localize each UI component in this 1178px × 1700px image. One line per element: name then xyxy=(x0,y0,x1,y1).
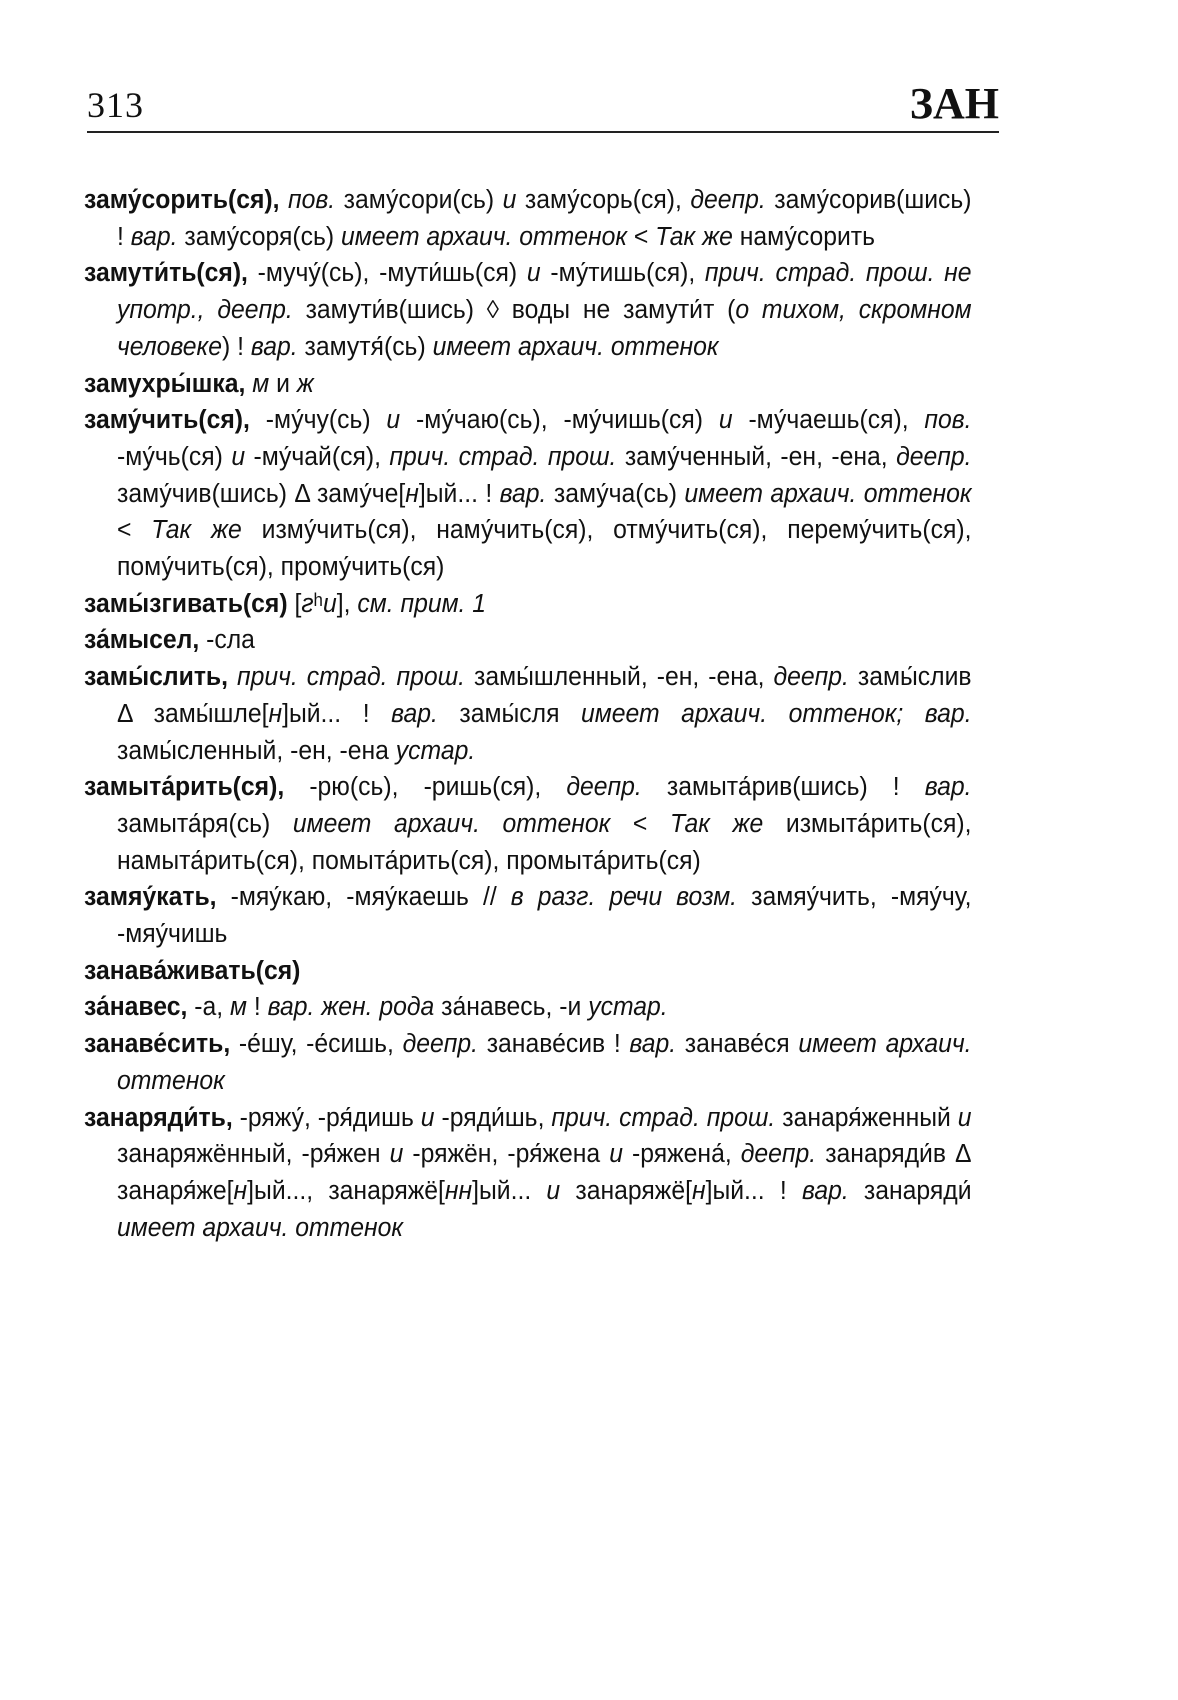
entry-text: и xyxy=(269,369,297,398)
entry-text xyxy=(903,700,925,728)
entry-label-italic: имеет архаич. оттенок xyxy=(116,1213,404,1242)
entry-text: наму́сорить xyxy=(732,222,876,251)
entry-label-italic: м xyxy=(229,993,247,1022)
entry-label-italic: имеет архаич. оттенок xyxy=(684,479,972,508)
entry-headword: заму́сорить(ся), xyxy=(84,186,280,214)
entry-label-italic: имеет архаич. оттенок xyxy=(432,332,719,361)
entry-text: -рю(сь), -ришь(ся), xyxy=(284,773,567,802)
entry-label-italic: деепр. xyxy=(566,773,642,802)
entry-text: замути́в(шись) ◊ воды не замути́т ( xyxy=(292,296,736,325)
entry-text: заму́чив(шись) Δ заму́че[ xyxy=(116,479,406,508)
entry-label-italic: деепр. xyxy=(896,442,972,471)
entry-text: занаве́сив ! xyxy=(478,1030,630,1059)
entry-headword: замы́згивать(ся) xyxy=(84,589,288,618)
entry-text: < xyxy=(610,809,670,838)
entry-label-italic: н xyxy=(268,699,283,728)
dictionary-entry xyxy=(84,255,972,365)
entry-label-italic: деепр. xyxy=(773,663,849,692)
page-number: 313 xyxy=(87,85,144,125)
entry-label-italic: деепр. xyxy=(402,1030,479,1059)
entry-label-italic: прич. страд. прош. xyxy=(237,663,466,692)
entry-text: замы́слив Δ замы́шле[ xyxy=(116,663,972,728)
entry-label-italic: Так же xyxy=(151,516,242,545)
entry-label-italic: пов. xyxy=(288,186,336,214)
entry-label-italic: и xyxy=(231,442,246,471)
entry-headword: замухры́шка, xyxy=(84,369,246,398)
entry-text xyxy=(228,663,237,691)
entry-text: заму́ча(сь) xyxy=(546,479,685,508)
entry-text: < xyxy=(627,222,656,251)
entry-label-italic: и xyxy=(502,186,517,214)
entry-text: -му́тишь(ся), xyxy=(540,259,705,288)
entry-text: замыта́ря(сь) xyxy=(116,809,293,838)
dictionary-entries xyxy=(84,182,972,1246)
entry-text: -му́чай(ся), xyxy=(245,442,390,471)
entry-text xyxy=(205,296,218,324)
dictionary-entry xyxy=(84,879,972,952)
entry-label-italic: н xyxy=(405,479,419,508)
entry-text: ]ый... xyxy=(472,1176,547,1205)
dictionary-entry xyxy=(84,586,972,623)
entry-text: -му́чу(сь) xyxy=(249,406,387,435)
entry-label-italic: вар. xyxy=(499,479,547,508)
entry-label-italic: ж xyxy=(296,369,314,398)
entry-text: замы́сля xyxy=(437,699,582,728)
entry-label-italic: м xyxy=(252,369,270,398)
page-header xyxy=(87,78,999,130)
entry-text: замы́сленный, -ен, -ена xyxy=(116,736,396,765)
entry-label-italic: и xyxy=(323,589,337,618)
entry-text: занаря́женный xyxy=(775,1103,958,1132)
entry-text: занаряди́ xyxy=(848,1176,972,1205)
entry-text: занаряди́в Δ занаря́же[ xyxy=(116,1140,972,1205)
entry-label-italic: н xyxy=(691,1176,706,1205)
entry-label-italic: имеет архаич. оттенок; xyxy=(581,699,904,728)
entry-label-italic: деепр. xyxy=(740,1140,817,1169)
entry-label-italic: деепр. xyxy=(217,296,293,325)
entry-label-italic: вар. xyxy=(801,1176,849,1205)
entry-label-italic: нн xyxy=(444,1176,473,1205)
entry-text: занаряжённый, -ря́жен xyxy=(116,1140,390,1169)
dictionary-entry xyxy=(84,1100,972,1247)
entry-text: изму́чить(ся), наму́чить(ся), отму́чить(ся), перему́чить(ся), пому́чить(ся), прому́чить(ся) xyxy=(116,516,972,582)
entry-text: занаряжё[ xyxy=(560,1176,692,1205)
entry-label-italic: и xyxy=(957,1103,972,1132)
entry-label-italic: имеет архаич. оттенок xyxy=(116,1030,972,1095)
entry-label-italic: вар. xyxy=(391,699,438,728)
entry-label-italic: прич. страд. прош. xyxy=(389,442,617,471)
entry-headword: за́навес, xyxy=(84,993,188,1022)
entry-headword: занаряди́ть, xyxy=(84,1103,233,1132)
entry-headword: занава́живать(ся) xyxy=(84,956,301,985)
entry-headword: замути́ть(ся), xyxy=(84,259,248,288)
entry-text: -мяу́каю, -мяу́каешь // xyxy=(216,883,511,912)
entry-label-italic: см. прим. 1 xyxy=(357,589,487,618)
entry-label-italic: прич. страд. прош. не употр., xyxy=(116,259,972,325)
entry-text: заму́сорь(ся), xyxy=(516,186,691,214)
entry-text: -сла xyxy=(199,626,255,655)
dictionary-entry xyxy=(84,366,972,403)
entry-text: -е́шу, -е́сишь, xyxy=(230,1030,403,1059)
entry-label-italic: вар. xyxy=(924,699,972,728)
entry-label-italic: и xyxy=(609,1140,623,1169)
entry-text: -му́чаю(сь), -му́чишь(ся) xyxy=(400,406,719,435)
entry-text: -му́чаешь(ся), xyxy=(732,406,925,435)
entry-text: -ряжён, -ря́жена xyxy=(403,1140,610,1169)
entry-text: < xyxy=(116,516,152,545)
entry-text: ! xyxy=(246,993,268,1022)
entry-text: ) ! xyxy=(221,332,251,361)
dictionary-entry xyxy=(84,402,972,586)
entry-text: -ряжу́, -ря́дишь xyxy=(232,1103,421,1132)
dictionary-entry xyxy=(84,989,972,1026)
entry-text: ]ый..., занаряжё[ xyxy=(247,1176,445,1205)
entry-label-italic: вар. жен. рода xyxy=(267,993,435,1022)
dictionary-entry xyxy=(84,182,972,255)
entry-text: замяу́чить, -мяу́чу, -мяу́чишь xyxy=(116,883,972,949)
entry-text: -ряди́шь, xyxy=(434,1103,552,1132)
entry-label-italic: пов. xyxy=(924,406,972,435)
dictionary-entry xyxy=(84,622,972,659)
entry-text: ]ый... ! xyxy=(418,479,500,508)
entry-label-italic: имеет архаич. оттенок xyxy=(340,222,628,251)
entry-text: ], xyxy=(336,589,358,618)
entry-text: замы́шленный, -ен, -ена, xyxy=(465,663,774,692)
entry-label-italic: устар. xyxy=(395,736,476,765)
entry-text: занаве́ся xyxy=(676,1030,799,1059)
entry-label-italic: в разг. речи возм. xyxy=(510,883,738,912)
entry-text: заму́сорив(шись) ! xyxy=(116,186,972,251)
entry-text: замутя́(сь) xyxy=(297,332,433,361)
dictionary-entry xyxy=(84,953,972,990)
entry-text: ]ый... ! xyxy=(705,1176,802,1205)
entry-label-italic: вар. xyxy=(629,1030,677,1059)
entry-headword: замы́слить, xyxy=(84,663,229,692)
entry-text: замыта́рив(шись) ! xyxy=(641,773,925,802)
entry-label-italic: и xyxy=(386,406,401,435)
entry-headword: занаве́сить, xyxy=(84,1030,231,1059)
entry-label-italic: г xyxy=(301,589,314,618)
entry-text: [ xyxy=(287,589,302,618)
entry-label-italic: и xyxy=(389,1140,404,1169)
entry-headword: замыта́рить(ся), xyxy=(84,773,285,802)
entry-label-italic: и xyxy=(420,1103,435,1132)
entry-headword: заму́чить(ся), xyxy=(84,406,250,435)
entry-label-italic: о тихом, скромном человеке xyxy=(116,296,972,361)
entry-text: измыта́рить(ся), намыта́рить(ся), помыта́рить(ся), промыта́рить(ся) xyxy=(116,809,972,875)
entry-text: ʰ xyxy=(313,589,324,618)
entry-label-italic: устар. xyxy=(588,993,668,1022)
entry-text: -а, xyxy=(187,993,230,1022)
entry-text: заму́соря(сь) xyxy=(177,222,341,251)
running-head: ЗАН xyxy=(909,79,999,128)
entry-label-italic: и xyxy=(718,406,733,435)
entry-label-italic: и xyxy=(526,259,541,288)
entry-label-italic: прич. страд. прош. xyxy=(551,1103,776,1132)
entry-text: заму́ченный, -ен, -ена, xyxy=(616,442,897,471)
entry-headword: за́мысел, xyxy=(84,626,200,655)
dictionary-entry xyxy=(84,659,972,769)
entry-text: -му́чь(ся) xyxy=(116,442,232,471)
entry-text: -ряжена́, xyxy=(622,1140,741,1169)
dictionary-entry xyxy=(84,1026,972,1099)
entry-text: ]ый... ! xyxy=(282,699,392,728)
entry-label-italic: вар. xyxy=(130,222,178,251)
entry-label-italic: Так же xyxy=(655,222,733,251)
entry-label-italic: и xyxy=(546,1176,561,1205)
entry-text: за́навесь, -и xyxy=(434,993,589,1022)
entry-headword: замяу́кать, xyxy=(84,883,217,912)
entry-label-italic: имеет архаич. оттенок xyxy=(292,809,611,838)
entry-label-italic: вар. xyxy=(250,332,298,361)
entry-text: -мучу́(сь), -мути́шь(ся) xyxy=(247,259,527,288)
entry-label-italic: вар. xyxy=(924,773,972,802)
entry-text: заму́сори(сь) xyxy=(335,186,503,214)
header-rule xyxy=(87,131,999,133)
entry-label-italic: Так же xyxy=(669,809,764,838)
entry-label-italic: н xyxy=(233,1176,248,1205)
entry-label-italic: деепр. xyxy=(690,186,766,214)
dictionary-entry xyxy=(84,769,972,879)
